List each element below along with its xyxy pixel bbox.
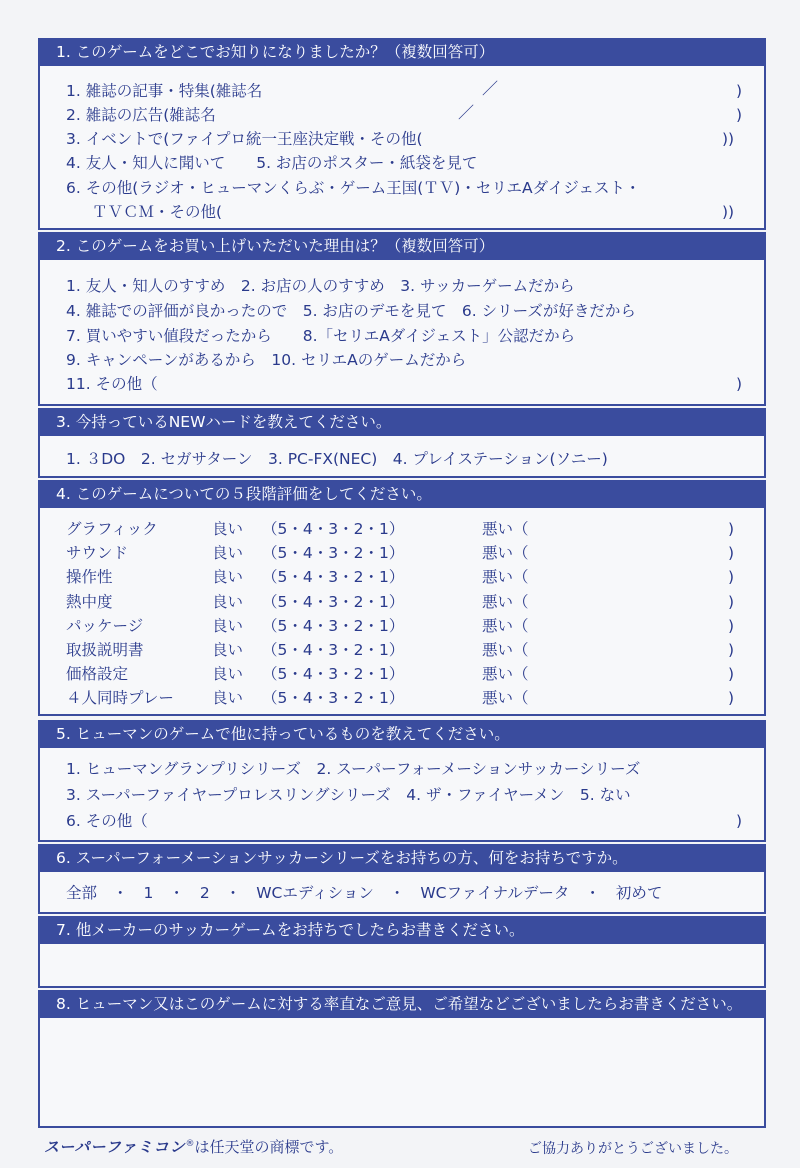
q2-line-3[interactable]: 7. 買いやすい値段だったから 8.「セリエAダイジェスト」公認だから: [66, 327, 576, 345]
q5-close: ): [736, 812, 743, 830]
rating-scale[interactable]: （5・4・3・2・1）: [262, 617, 405, 635]
q2-close: ): [736, 375, 743, 393]
rating-row: [66, 639, 746, 661]
rating-item-label: 価格設定: [66, 665, 129, 683]
q2-line-5[interactable]: 11. その他（: [66, 375, 158, 393]
rating-close: ): [728, 689, 735, 707]
q5-line-1[interactable]: 1. ヒューマングランプリシリーズ 2. スーパーフォーメーションサッカーシリーズ: [66, 760, 641, 778]
rating-scale[interactable]: （5・4・3・2・1）: [262, 641, 405, 659]
rating-item-label: 操作性: [66, 568, 113, 586]
q5-line-2[interactable]: 3. スーパーファイヤープロレスリングシリーズ 4. ザ・ファイヤーメン 5. ない: [66, 786, 631, 804]
rating-item-label: ４人同時プレー: [66, 689, 174, 707]
rating-bad-label: 悪い（: [482, 593, 529, 611]
q7-header: 7. 他メーカーのサッカーゲームをお持ちでしたらお書きください。: [38, 916, 766, 944]
q2-line-1[interactable]: 1. 友人・知人のすすめ 2. お店の人のすすめ 3. サッカーゲームだから: [66, 277, 575, 295]
rating-good-label: 良い: [212, 593, 244, 611]
rating-close: ): [728, 593, 735, 611]
rating-good-label: 良い: [212, 568, 244, 586]
rating-scale[interactable]: （5・4・3・2・1）: [262, 544, 405, 562]
rating-item-label: グラフィック: [66, 520, 158, 538]
rating-row: [66, 591, 746, 613]
q6-header: 6. スーパーフォーメーションサッカーシリーズをお持ちの方、何をお持ちですか。: [38, 844, 766, 872]
rating-row: [66, 518, 746, 540]
q1-close-1: ): [736, 82, 743, 100]
q3-options[interactable]: 1. ３DO 2. セガサターン 3. PC-FX(NEC) 4. プレイステーション(ソニー): [66, 450, 608, 468]
rating-good-label: 良い: [212, 520, 244, 538]
q2-line-2[interactable]: 4. 雑誌での評価が良かったので 5. お店のデモを見て 6. シリーズが好きだから: [66, 302, 636, 320]
rating-item-label: 取扱説明書: [66, 641, 144, 659]
footer-thanks: ご協力ありがとうございました。: [528, 1141, 738, 1157]
footer-trademark-text: は任天堂の商標です。: [194, 1138, 344, 1156]
q1-header: 1. このゲームをどこでお知りになりましたか？（複数回答可）: [38, 38, 766, 66]
q1-slash-2: ／: [458, 103, 475, 122]
rating-close: ): [728, 568, 735, 586]
rating-bad-label: 悪い（: [482, 520, 529, 538]
q1-option-1[interactable]: 1. 雑誌の記事・特集(雑誌名: [66, 82, 263, 100]
rating-close: ): [728, 617, 735, 635]
rating-good-label: 良い: [212, 544, 244, 562]
rating-bad-label: 悪い（: [482, 689, 529, 707]
q1-option-6-cont[interactable]: ＴＶＣＭ・その他(: [92, 203, 223, 221]
q2-line-4[interactable]: 9. キャンペーンがあるから 10. セリエAのゲームだから: [66, 351, 467, 369]
q7-answer-area[interactable]: [38, 944, 766, 988]
rating-bad-label: 悪い（: [482, 665, 529, 683]
rating-good-label: 良い: [212, 641, 244, 659]
rating-row: [66, 615, 746, 637]
rating-item-label: パッケージ: [66, 617, 144, 635]
rating-scale[interactable]: （5・4・3・2・1）: [262, 689, 405, 707]
rating-scale[interactable]: （5・4・3・2・1）: [262, 665, 405, 683]
q8-answer-area[interactable]: [38, 1018, 766, 1128]
rating-good-label: 良い: [212, 617, 244, 635]
registered-mark: ®: [185, 1139, 195, 1149]
q1-option-6[interactable]: 6. その他(ラジオ・ヒューマンくらぶ・ゲーム王国(ＴＶ)・セリエAダイジェスト・: [66, 179, 641, 197]
footer-brand: スーパーファミコン: [44, 1138, 186, 1156]
rating-scale[interactable]: （5・4・3・2・1）: [262, 568, 405, 586]
q4-header: 4. このゲームについての５段階評価をしてください。: [38, 480, 766, 508]
rating-bad-label: 悪い（: [482, 641, 529, 659]
rating-row: [66, 542, 746, 564]
footer-trademark: [44, 1136, 343, 1157]
rating-item-label: 熱中度: [66, 593, 113, 611]
rating-close: ): [728, 520, 735, 538]
rating-bad-label: 悪い（: [482, 617, 529, 635]
q5-header: 5. ヒューマンのゲームで他に持っているものを教えてください。: [38, 720, 766, 748]
rating-close: ): [728, 544, 735, 562]
rating-scale[interactable]: （5・4・3・2・1）: [262, 593, 405, 611]
rating-close: ): [728, 641, 735, 659]
q1-close-2: ): [736, 106, 743, 124]
q3-header: 3. 今持っているNEWハードを教えてください。: [38, 408, 766, 436]
rating-row: [66, 566, 746, 588]
q1-close-3: )): [722, 130, 735, 148]
rating-good-label: 良い: [212, 665, 244, 683]
q1-close-6: )): [722, 203, 735, 221]
q1-option-3[interactable]: 3. イベントで(ファイプロ統一王座決定戦・その他(: [66, 130, 423, 148]
rating-bad-label: 悪い（: [482, 568, 529, 586]
q6-options[interactable]: 全部 ・ 1 ・ 2 ・ WCエディション ・ WCファイナルデータ ・ 初めて: [66, 884, 663, 902]
rating-scale[interactable]: （5・4・3・2・1）: [262, 520, 405, 538]
q8-header: 8. ヒューマン又はこのゲームに対する率直なご意見、ご希望などございましたらお書きください。: [38, 990, 766, 1018]
rating-bad-label: 悪い（: [482, 544, 529, 562]
q1-option-2[interactable]: 2. 雑誌の広告(雑誌名: [66, 106, 216, 124]
rating-item-label: サウンド: [66, 544, 129, 562]
rating-good-label: 良い: [212, 689, 244, 707]
q2-header: 2. このゲームをお買い上げいただいた理由は？（複数回答可）: [38, 232, 766, 260]
rating-row: [66, 687, 746, 709]
q1-option-4-5[interactable]: 4. 友人・知人に聞いて 5. お店のポスター・紙袋を見て: [66, 154, 478, 172]
rating-row: [66, 663, 746, 685]
rating-close: ): [728, 665, 735, 683]
q1-slash-1: ／: [482, 79, 499, 98]
q5-line-3[interactable]: 6. その他（: [66, 812, 148, 830]
